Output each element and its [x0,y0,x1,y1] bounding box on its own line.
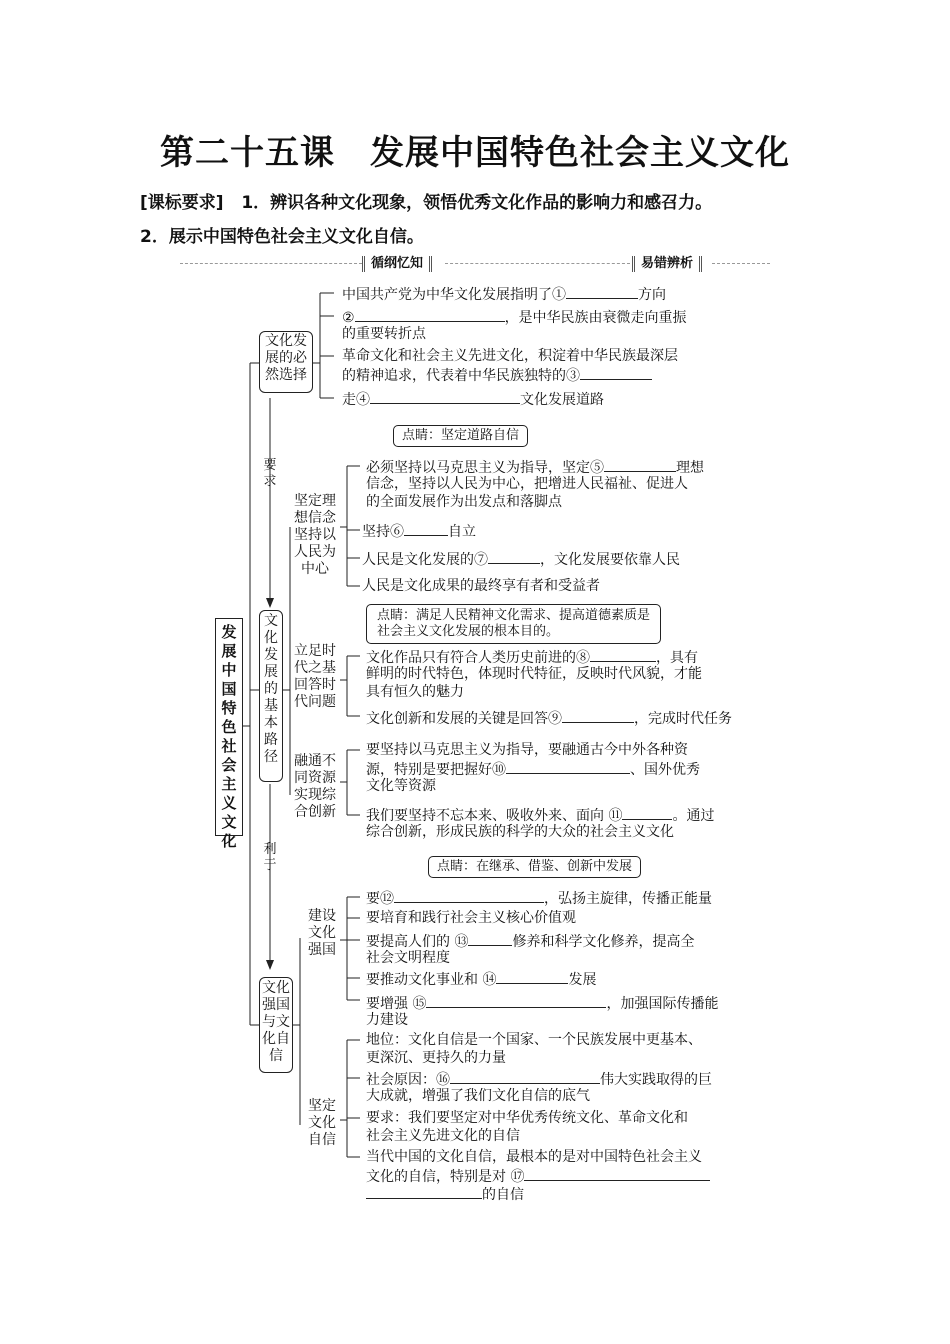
node-strong-confident: 文化强国与文化自信 [259,977,293,1073]
item-e2: 要培育和践行社会主义核心价值观 [366,910,576,926]
item-f4-cont2: 的自信 [366,1185,524,1204]
item-d1-cont: 源，特别是要把握好⑩ 、国外优秀 [366,762,700,778]
item-f3-cont: 社会主义先进文化的自信 [366,1128,520,1144]
sub-ideal-people: 坚定理想信念坚持以人民为中心 [294,493,336,577]
item-e5: 要增强 ⑮ ，加强国际传播能 [366,996,719,1012]
item-e4: 要推动文化事业和 ⑭ 发展 [366,972,597,988]
item-a3-cont: 的精神追求，代表着中华民族独特的③ [342,366,652,385]
item-b3: 人民是文化发展的⑦ ，文化发展要依靠人民 [362,552,680,568]
item-a4: 走④ 文化发展道路 [342,392,604,408]
node-basic-path: 文化发展的基本路径 [259,610,283,782]
item-f4-cont: 文化的自信，特别是对 ⑰ [366,1167,710,1186]
item-e3-cont: 社会文明程度 [366,950,450,966]
requirements-label: [课标要求] [140,193,224,213]
sub-integration: 融通不同资源实现综合创新 [294,753,336,820]
item-b4: 人民是文化成果的最终享有者和受益者 [362,578,600,594]
item-f2-cont: 大成就，增强了我们文化自信的底气 [366,1088,590,1104]
banner-left: 循纲忆知 [362,256,432,272]
root-topic: 发展中国特色社会主义文化 [215,618,243,836]
item-a2-cont: 的重要转折点 [342,326,426,342]
item-c1-cont: 鲜明的时代特色，体现时代特征，反映时代风貌，才能 [366,666,702,682]
item-d1-cont2: 文化等资源 [366,778,436,794]
item-a1: 中国共产党为中华文化发展指明了① 方向 [342,287,666,303]
item-f4: 当代中国的文化自信，最根本的是对中国特色社会主义 [366,1149,702,1165]
item-f1: 地位：文化自信是一个国家、一个民族发展中更基本、 [366,1032,702,1048]
sub-build-power: 建设文化强国 [308,908,336,958]
banner-right: 易错辨析 [632,256,702,272]
item-e1: 要⑫ ，弘扬主旋律，传播正能量 [366,891,712,907]
page-title: 第二十五课 发展中国特色社会主义文化 [160,133,790,173]
callout-inherit-innovate: 点睛：在继承、借鉴、创新中发展 [428,856,641,878]
callout-people-needs: 点睛：满足人民精神文化需求、提高道德素质是 社会主义文化发展的根本目的。 [366,604,661,644]
item-f3: 要求：我们要坚定对中华优秀传统文化、革命文化和 [366,1110,688,1126]
item-b1: 必须坚持以马克思主义为指导，坚定⑤ 理想 [366,460,704,476]
node-inevitable-choice: 文化发展的必然选择 [259,331,313,393]
item-f2: 社会原因：⑯ 伟大实践取得的巨 [366,1072,712,1088]
item-b1-cont: 信念，坚持以人民为中心，把增进人民福祉、促进人 [366,476,688,492]
item-c2: 文化创新和发展的关键是回答⑨ ，完成时代任务 [366,711,732,727]
item-e5-cont: 力建设 [366,1012,408,1028]
item-d2: 我们要坚持不忘本来、吸收外来、面向 ⑪ 。通过 [366,808,715,824]
sub-firm-confidence: 坚定文化自信 [308,1098,336,1148]
item-e3: 要提高人们的 ⑬ 修养和科学文化修养，提高全 [366,934,695,950]
item-a2: ② ，是中华民族由衰微走向重振 [342,310,687,326]
item-d2-cont: 综合创新，形成民族的科学的大众的社会主义文化 [366,824,674,840]
item-c1-cont2: 具有恒久的魅力 [366,684,464,700]
trunk-label-requirement: 要求 [263,458,277,489]
trunk-label-benefit: 利于 [263,842,277,873]
sub-era-questions: 立足时代之基回答时代问题 [294,643,336,710]
callout-road-confidence: 点睛：坚定道路自信 [393,425,528,447]
requirement-item-2: 2．展示中国特色社会主义文化自信。 [140,227,424,247]
item-c1: 文化作品只有符合人类历史前进的⑧ ，具有 [366,650,698,666]
item-a3: 革命文化和社会主义先进文化，积淀着中华民族最深层 [342,348,678,364]
item-f1-cont: 更深沉、更持久的力量 [366,1050,506,1066]
requirement-item-1: 1．辨识各种文化现象，领悟优秀文化作品的影响力和感召力。 [241,193,713,213]
item-b1-cont2: 的全面发展作为出发点和落脚点 [366,494,562,510]
item-b2: 坚持⑥ 自立 [362,524,476,540]
item-d1: 要坚持以马克思主义为指导，要融通古今中外各种资 [366,742,688,758]
